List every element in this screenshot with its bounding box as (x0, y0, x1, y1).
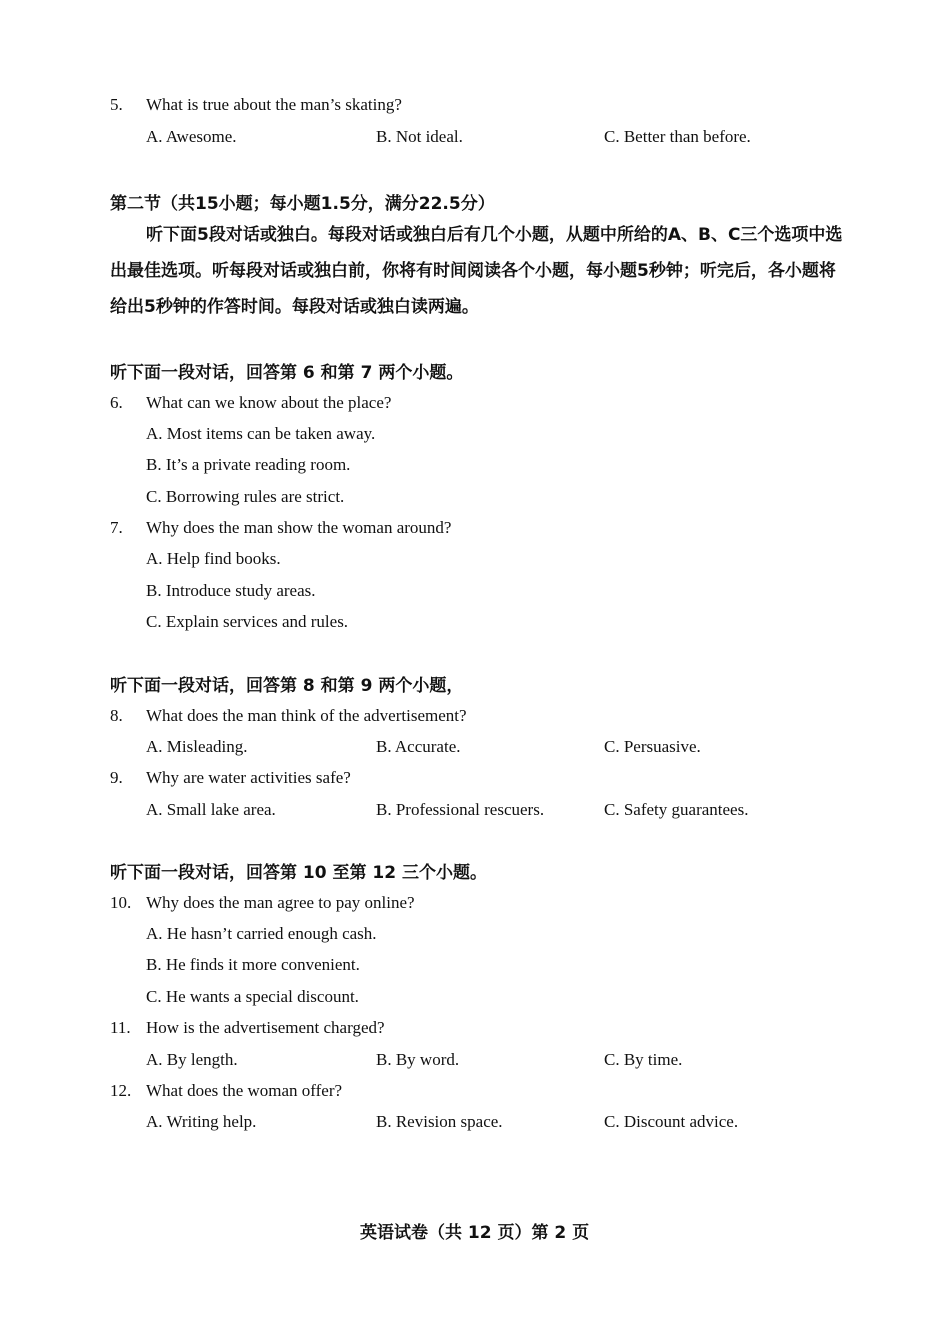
q5-option-a: A. Awesome. (146, 127, 237, 146)
q7-option-a: A. Help find books. (146, 549, 281, 568)
q12-option-c: C. Discount advice. (604, 1112, 739, 1131)
question-text: How is the advertisement charged? (146, 1018, 385, 1037)
question-text: What can we know about the place? (146, 393, 392, 412)
q10-option-a: A. He hasn’t carried enough cash. (146, 924, 377, 943)
q12-option-a: A. Writing help. (146, 1112, 257, 1131)
question-number: 11. (110, 1018, 131, 1037)
q10-option-b: B. He finds it more convenient. (146, 955, 360, 974)
q11-option-a: A. By length. (146, 1050, 238, 1069)
q9-option-b: B. Professional rescuers. (376, 800, 545, 819)
question-text: What is true about the man’s skating? (146, 95, 402, 114)
question-number: 6. (110, 393, 123, 412)
q8-option-c: C. Persuasive. (604, 737, 701, 756)
question-5 (110, 95, 402, 115)
question-number: 10. (110, 893, 132, 912)
question-number: 7. (110, 518, 123, 537)
page-footer: 英语试卷（共 12 页）第 2 页 (360, 1223, 590, 1243)
question-number: 8. (110, 706, 123, 725)
q9-option-a: A. Small lake area. (146, 800, 276, 819)
q12-option-b: B. Revision space. (376, 1112, 503, 1131)
q11-option-c: C. By time. (604, 1050, 683, 1069)
question-text: Why does the man agree to pay online? (146, 893, 415, 912)
question-7 (110, 518, 451, 538)
question-text: What does the woman offer? (146, 1081, 343, 1100)
q6-option-b: B. It’s a private reading room. (146, 455, 351, 474)
question-number: 9. (110, 768, 123, 787)
q9-option-c: C. Safety guarantees. (604, 800, 749, 819)
question-6 (110, 393, 391, 413)
question-text: Why does the man show the woman around? (146, 518, 452, 537)
question-text: Why are water activities safe? (146, 768, 351, 787)
question-9 (110, 768, 351, 788)
question-10 (110, 893, 415, 913)
q10-option-c: C. He wants a special discount. (146, 987, 359, 1006)
q8-option-a: A. Misleading. (146, 737, 248, 756)
q7-option-c: C. Explain services and rules. (146, 612, 349, 631)
q7-option-b: B. Introduce study areas. (146, 581, 316, 600)
dialog-prompt-2: 听下面一段对话，回答第 8 和第 9 两个小题， (110, 676, 464, 696)
q8-option-b: B. Accurate. (376, 737, 461, 756)
question-text: What does the man think of the advertisement? (146, 706, 467, 725)
section-title: 第二节（共15小题；每小题1.5分，满分22.5分） (110, 194, 495, 214)
q5-option-c: C. Better than before. (604, 127, 751, 146)
question-11 (110, 1018, 385, 1038)
section-instructions: 听下面5段对话或独白。每段对话或独白后有几个小题，从题中所给的A、B、C三个选项中选出最佳选项。听每段对话或独白前，你将有时间阅读各个小题，每小题5秒钟；听完后，各小题将给出5秒钟的作答时间。每段对话或独白读两遍。 (110, 225, 843, 317)
question-number: 12. (110, 1081, 132, 1100)
q6-option-c: C. Borrowing rules are strict. (146, 487, 345, 506)
dialog-prompt-1: 听下面一段对话，回答第 6 和第 7 两个小题。 (110, 363, 464, 383)
q11-option-b: B. By word. (376, 1050, 460, 1069)
q6-option-a: A. Most items can be taken away. (146, 424, 376, 443)
q5-option-b: B. Not ideal. (376, 127, 463, 146)
dialog-prompt-3: 听下面一段对话，回答第 10 至第 12 三个小题。 (110, 863, 487, 883)
question-8 (110, 706, 467, 726)
question-number: 5. (110, 95, 123, 114)
question-12 (110, 1081, 342, 1101)
